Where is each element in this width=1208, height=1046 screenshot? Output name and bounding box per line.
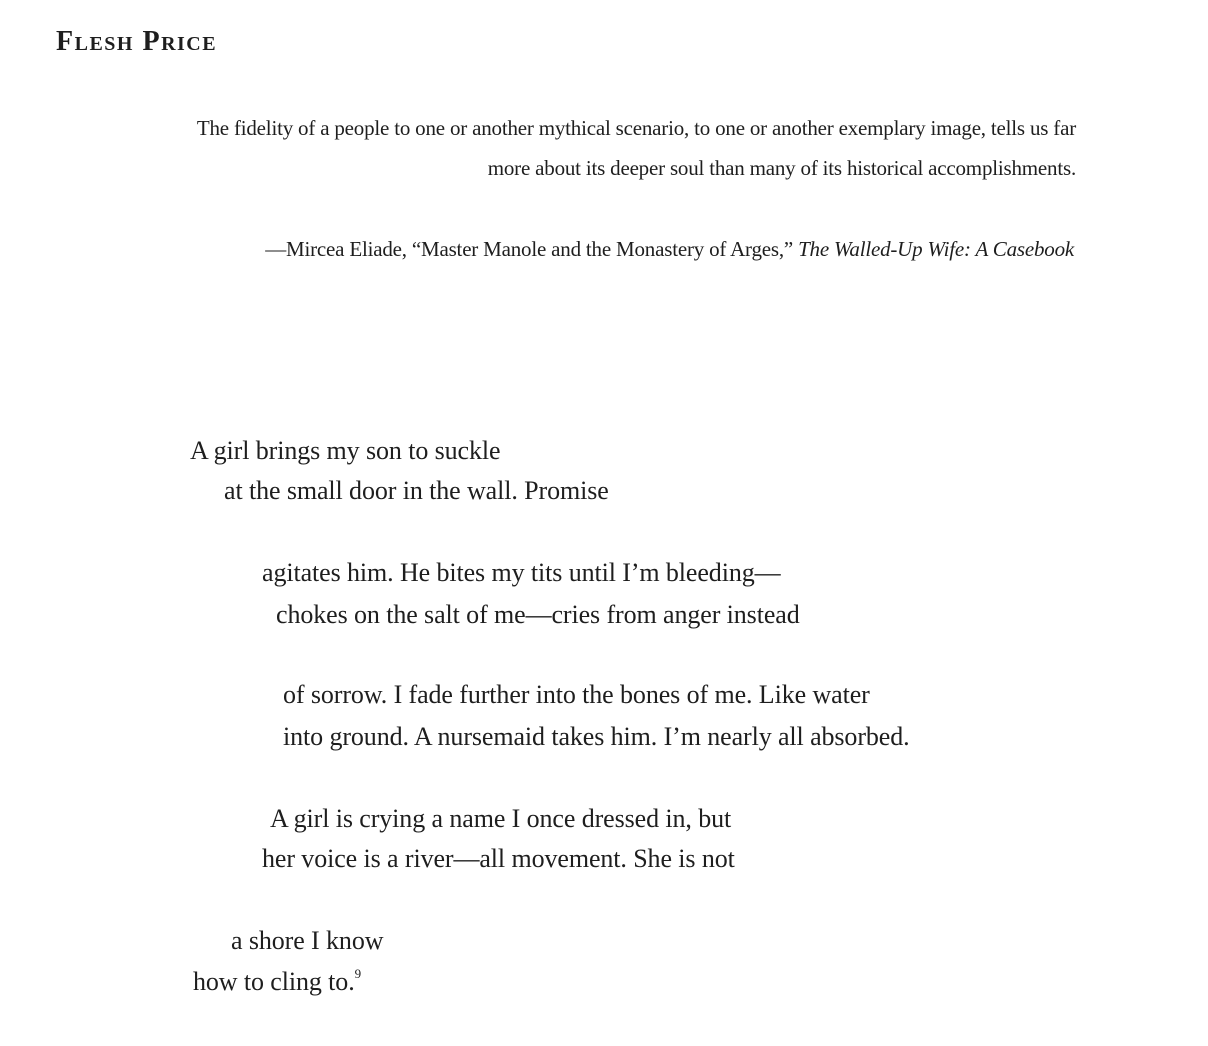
poem-line: agitates him. He bites my tits until I’m bleeding— [262, 558, 781, 587]
epigraph-attribution [265, 237, 1074, 262]
poem-line: her voice is a river—all movement. She is not [262, 844, 735, 873]
poem-line: at the small door in the wall. Promise [224, 476, 609, 505]
epigraph-line-1: The fidelity of a people to one or another mythical scenario, to one or another exemplary image, tells us far [196, 116, 1076, 140]
poem-line: a shore I know [231, 926, 384, 955]
poem-line-last [193, 966, 361, 997]
poem-line: A girl brings my son to suckle [190, 436, 501, 465]
poem-line: into ground. A nursemaid takes him. I’m nearly all absorbed. [283, 722, 910, 751]
attribution-author: —Mircea Eliade, “Master Manole and the Monastery of Arges,” [265, 237, 799, 261]
poem-line: A girl is crying a name I once dressed in, but [270, 804, 732, 833]
epigraph-line-2: more about its deeper soul than many of its historical accomplishments. [487, 156, 1076, 180]
poem-line-text: how to cling to. [193, 967, 355, 996]
poem-line: chokes on the salt of me—cries from anger instead [276, 600, 800, 629]
poem-title: Flesh Price [56, 26, 218, 57]
footnote-marker[interactable]: 9 [354, 966, 362, 981]
poem-line: of sorrow. I fade further into the bones of me. Like water [283, 680, 870, 709]
attribution-work-title: The Walled-Up Wife: A Casebook [798, 237, 1074, 261]
